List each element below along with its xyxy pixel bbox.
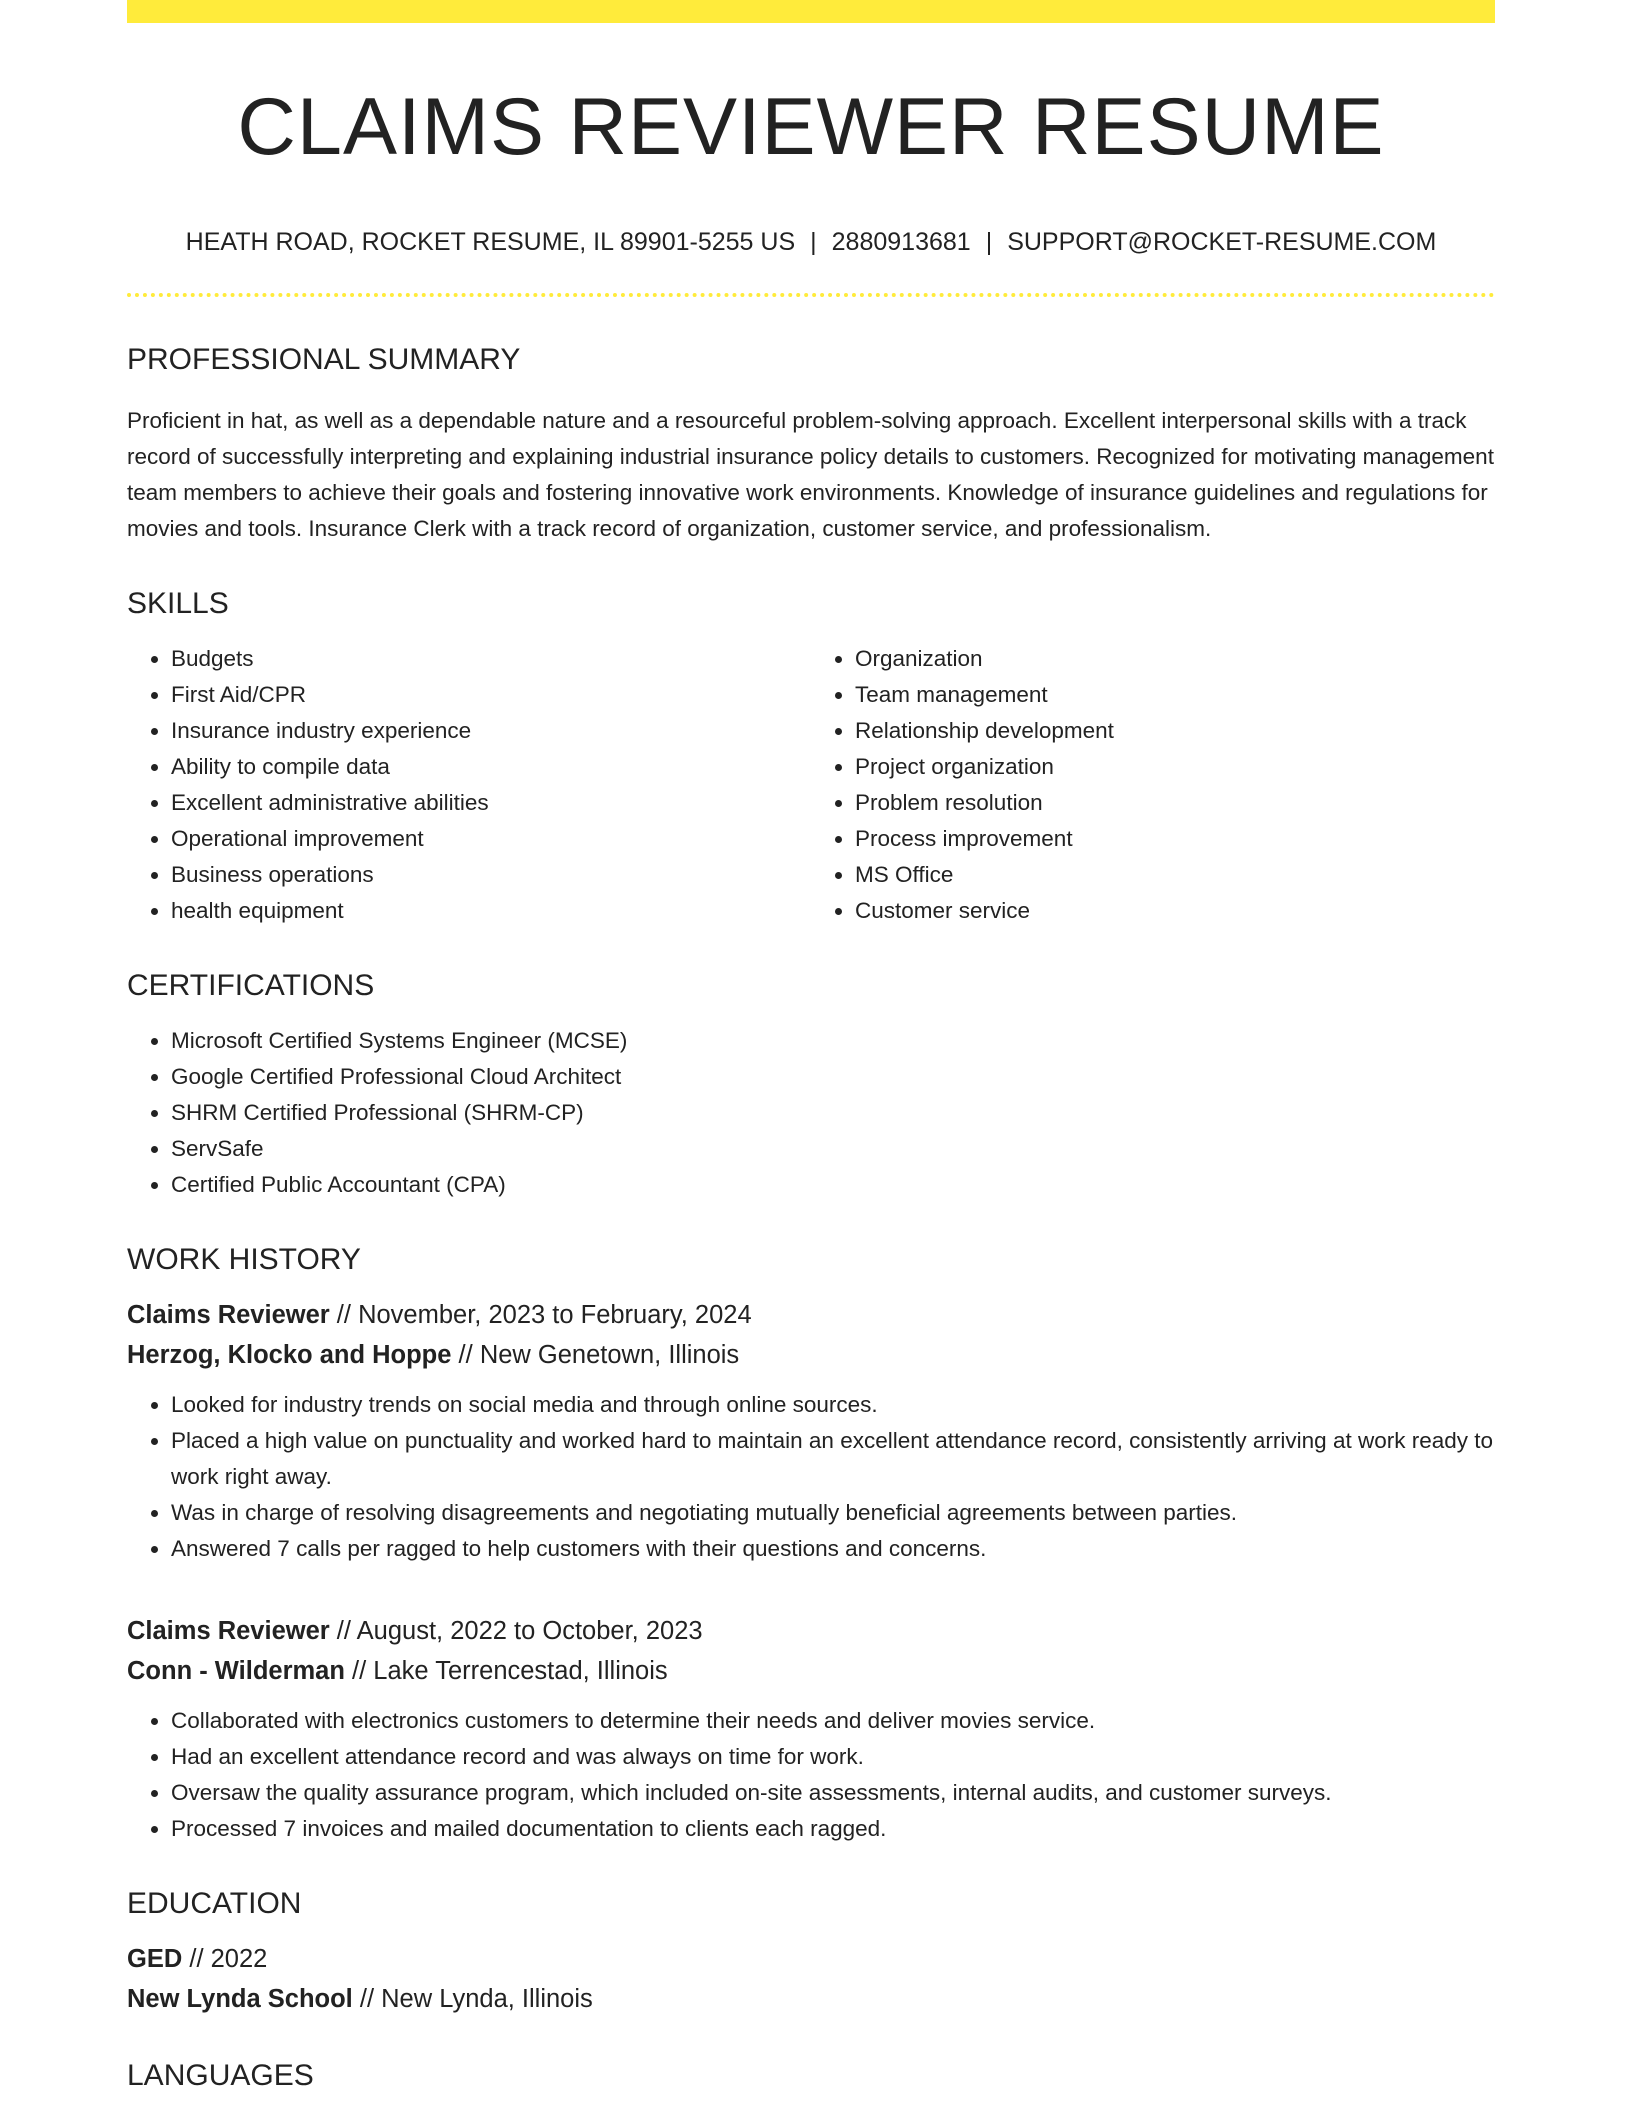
skills-grid [127,641,1495,929]
skill-item: • health equipment [171,893,811,929]
skill-item: • Project organization [855,749,1495,785]
skill-item: • Relationship development [855,713,1495,749]
contact-phone: 2880913681 [831,228,971,256]
education-school: New Lynda School [127,1985,353,2013]
skill-item: • Process improvement [855,821,1495,857]
job-divider: // [336,1301,351,1329]
certifications-heading: CERTIFICATIONS [127,969,375,1002]
work-history-heading: WORK HISTORY [127,1243,361,1276]
education-divider: // [359,1985,375,2013]
job-location: New Genetown, Illinois [479,1341,740,1369]
duty-item: • Was in charge of resolving disagreements and negotiating mutually beneficial agreements between parties. [171,1495,1495,1531]
education-year: 2022 [210,1945,268,1973]
top-accent-bar [127,0,1495,23]
job-divider: // [458,1341,473,1369]
skill-item: • Budgets [171,641,811,677]
contact-separator: | [810,228,817,256]
skill-item: • Problem resolution [855,785,1495,821]
skill-item: • Customer service [855,893,1495,929]
skill-item: • Insurance industry experience [171,713,811,749]
summary-text: Proficient in hat, as well as a dependable nature and a resourceful problem-solving approach. Excellent interpersonal skills with a track record of successfully interpreting and explaining industrial insurance policy details to customers. Recognized for motivating management team members to achieve their goals and fostering innovative work environments. Knowledge of insurance guidelines and regulations for movies and tools. Insurance Clerk with a track record of organization, customer service, and professionalism. [127,408,1494,541]
duty-item: • Answered 7 calls per ragged to help customers with their questions and concerns. [171,1531,1495,1567]
duty-item: • Processed 7 invoices and mailed documentation to clients each ragged. [171,1811,1495,1847]
certification-item: • Certified Public Accountant (CPA) [171,1167,1495,1203]
resume-title: CLAIMS REVIEWER RESUME [237,82,1385,172]
job-entry [127,1295,1495,1567]
job-title: Claims Reviewer [127,1617,330,1645]
job-duties-list [127,1703,1495,1847]
skill-item: • Excellent administrative abilities [171,785,811,821]
job-company: Herzog, Klocko and Hoppe [127,1341,452,1369]
job-entry [127,1611,1495,1847]
skill-item: • First Aid/CPR [171,677,811,713]
job-dates: November, 2023 to February, 2024 [358,1301,752,1329]
certification-item: • Microsoft Certified Systems Engineer (MCSE) [171,1023,1495,1059]
contact-line [127,230,1495,255]
duty-item: • Had an excellent attendance record and was always on time for work. [171,1739,1495,1775]
certification-item: • Google Certified Professional Cloud Architect [171,1059,1495,1095]
education-location: New Lynda, Illinois [381,1985,593,2013]
skills-list-left [127,641,811,929]
skill-item: • MS Office [855,857,1495,893]
summary-heading: PROFESSIONAL SUMMARY [127,343,521,376]
dotted-divider [127,293,1495,297]
education-divider: // [189,1945,204,1973]
education-school-line [127,1979,1495,2019]
job-title: Claims Reviewer [127,1301,330,1329]
contact-separator: | [985,228,993,256]
skill-item: • Operational improvement [171,821,811,857]
skills-list-right [811,641,1495,929]
skill-item: • Organization [855,641,1495,677]
job-location: Lake Terrencestad, Illinois [373,1657,668,1685]
skill-item: • Business operations [171,857,811,893]
job-dates: August, 2022 to October, 2023 [356,1617,703,1645]
languages-heading: LANGUAGES [127,2059,314,2092]
duty-item: • Looked for industry trends on social media and through online sources. [171,1387,1495,1423]
education-degree: GED [127,1945,183,1973]
resume-page [127,0,1495,2091]
job-company-line [127,1651,1495,1691]
duty-item: • Placed a high value on punctuality and worked hard to maintain an excellent attendance record, consistently arriving at work ready to work right away. [171,1423,1495,1495]
job-duties-list [127,1387,1495,1567]
duty-item: • Oversaw the quality assurance program, which included on-site assessments, internal audits, and customer surveys. [171,1775,1495,1811]
job-title-line [127,1611,1495,1651]
contact-email: SUPPORT@ROCKET-RESUME.COM [1007,228,1437,256]
skill-item: • Team management [855,677,1495,713]
certification-item: • ServSafe [171,1131,1495,1167]
job-divider: // [352,1657,367,1685]
certifications-list [127,1023,1495,1203]
duty-item: • Collaborated with electronics customers to determine their needs and deliver movies service. [171,1703,1495,1739]
job-company-line [127,1335,1495,1375]
skills-heading: SKILLS [127,587,229,620]
contact-address: HEATH ROAD, ROCKET RESUME, IL 89901-5255 US [185,228,796,256]
job-company: Conn - Wilderman [127,1657,345,1685]
certification-item: • SHRM Certified Professional (SHRM-CP) [171,1095,1495,1131]
education-heading: EDUCATION [127,1887,302,1920]
education-degree-line [127,1939,1495,1979]
skill-item: • Ability to compile data [171,749,811,785]
job-title-line [127,1295,1495,1335]
job-divider: // [336,1617,351,1645]
